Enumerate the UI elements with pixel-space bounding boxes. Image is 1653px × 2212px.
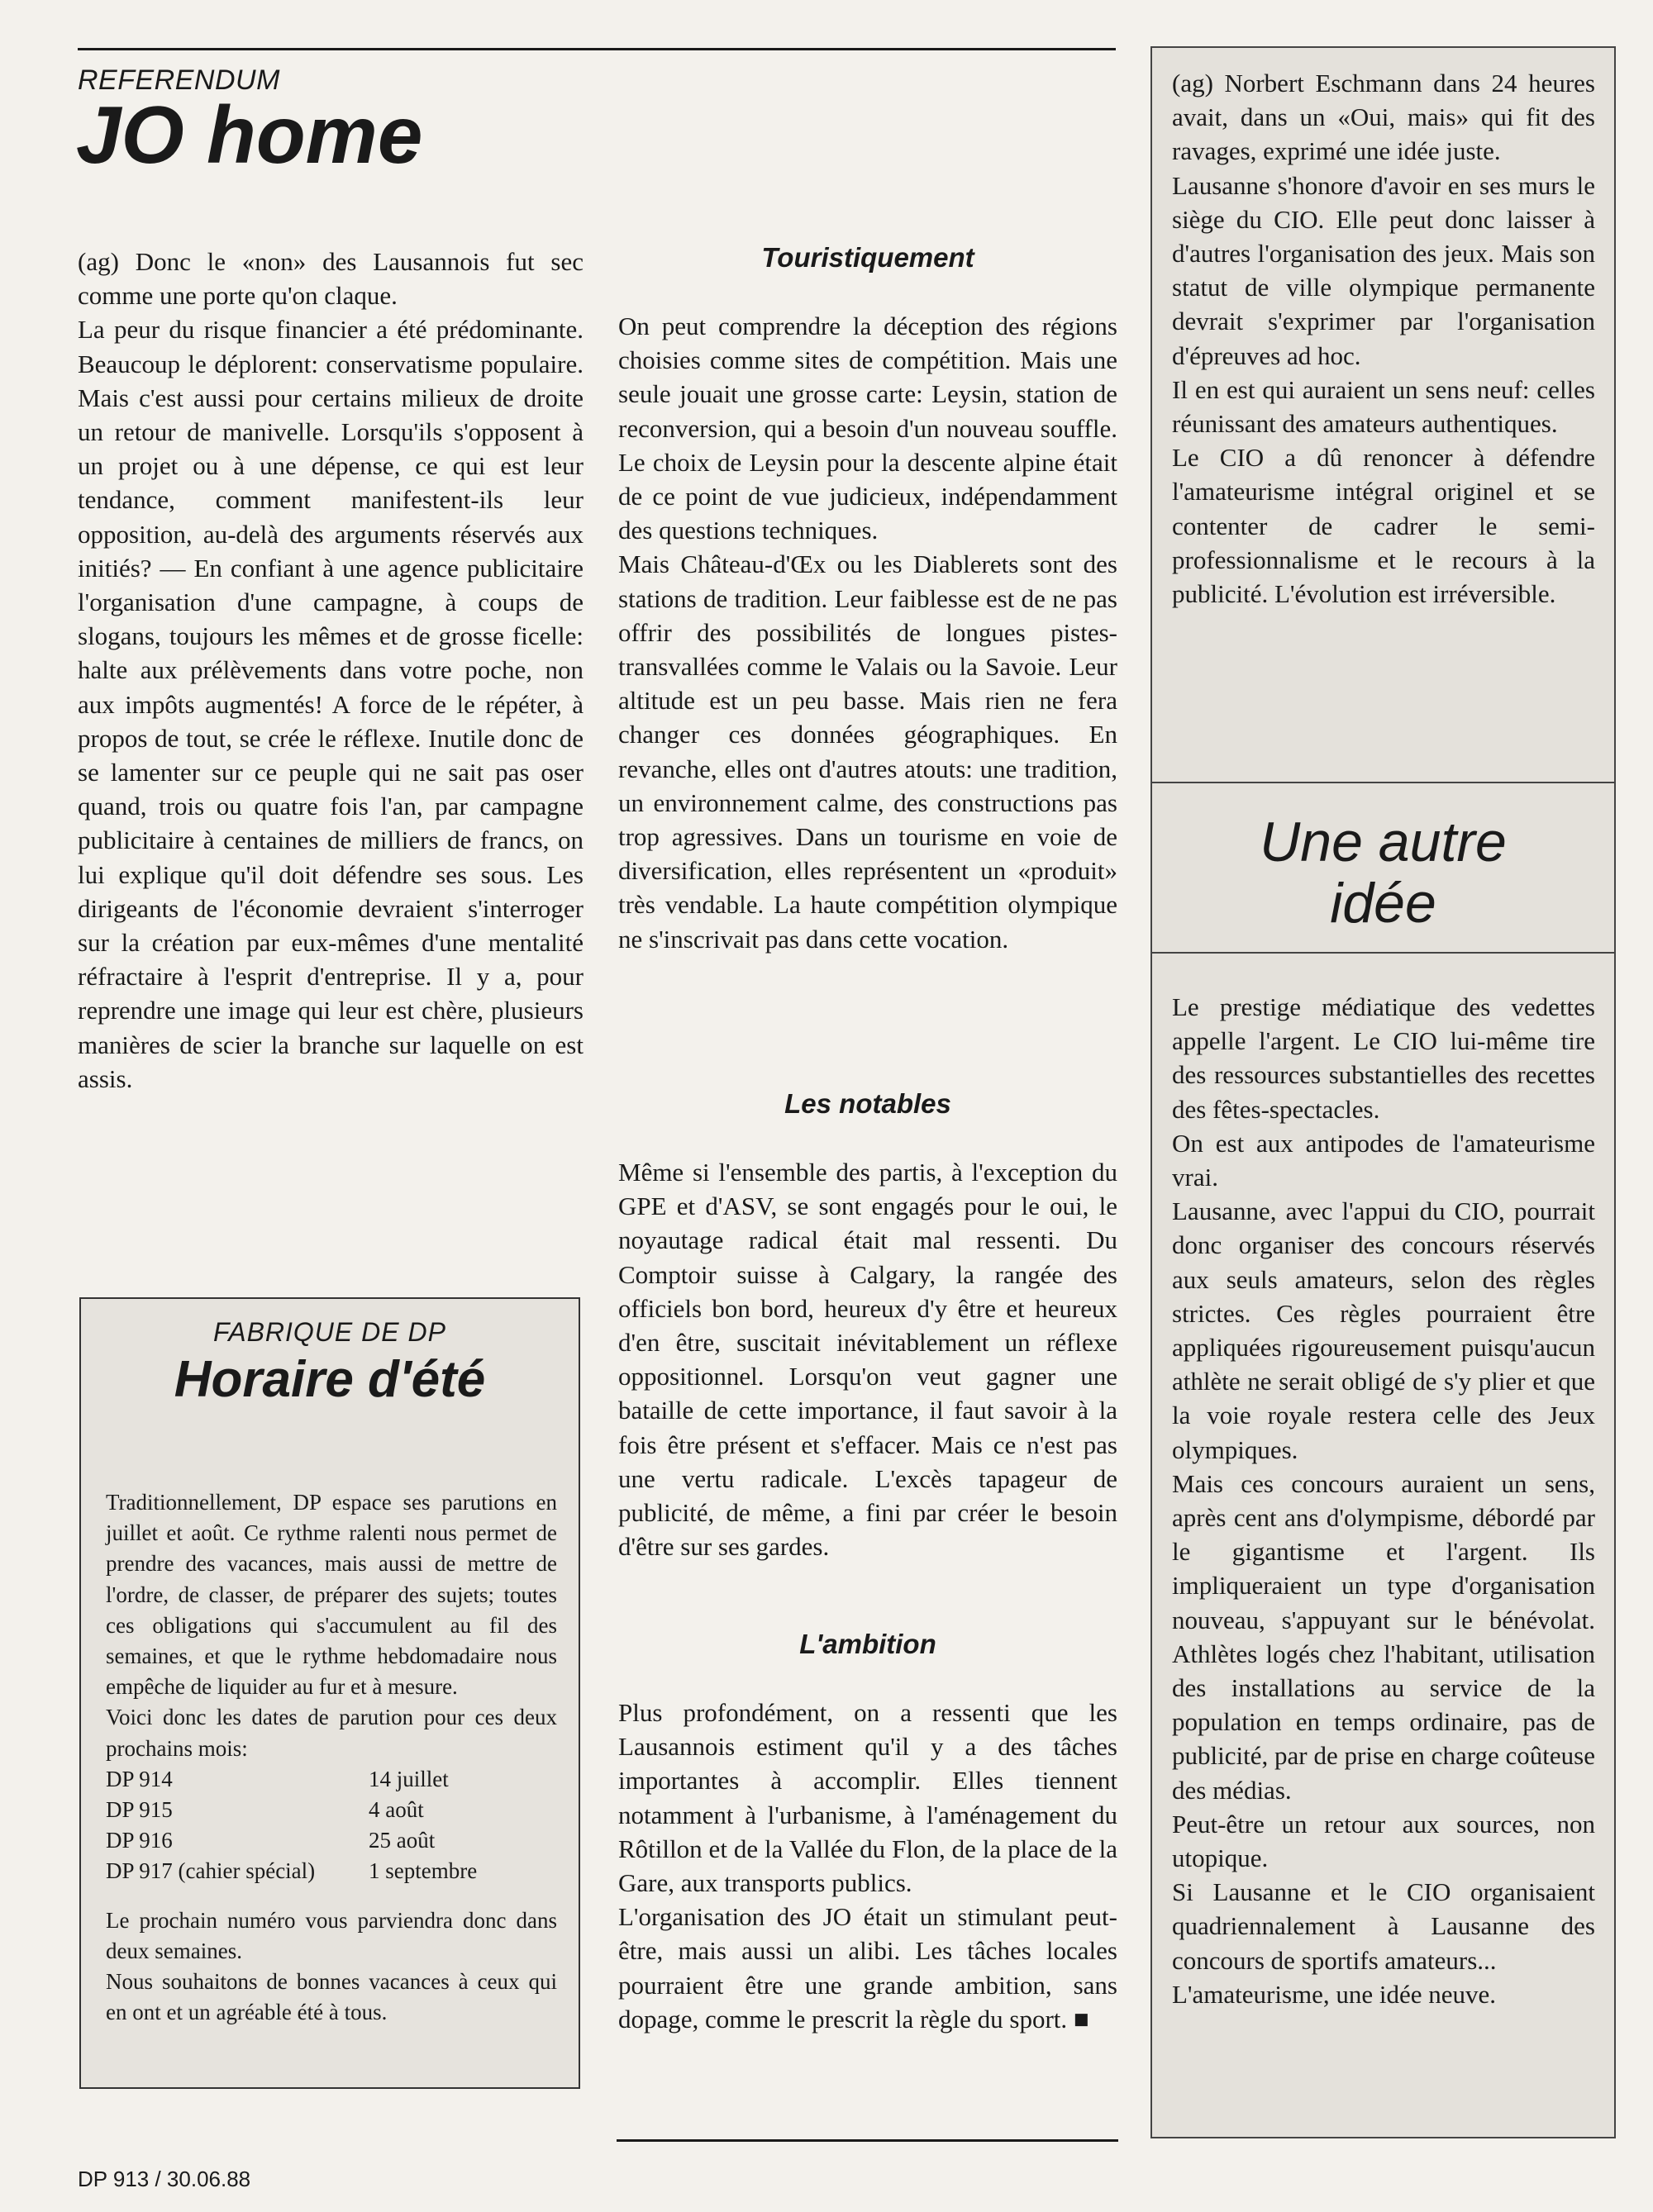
article-paragraph: L'organisation des JO était un stimulant peut-être, mais aussi un alibi. Les tâches locales pourraient être une grande ambition, sans dopage, comme le prescrit la règle du sport. ■ (618, 1902, 1117, 2034)
schedule-row (106, 1856, 557, 1886)
sidebar-bottom-text (1172, 990, 1595, 2011)
bottom-rule (617, 2139, 1118, 2142)
schedule-issue: DP 914 (106, 1766, 173, 1791)
article-column-2a (618, 309, 1117, 956)
fabrique-paragraph: Nous souhaitons de bonnes vacances à ceux qui en ont et un agréable été à tous. (106, 1969, 557, 2025)
fabrique-title: Horaire d'été (174, 1351, 486, 1408)
article-paragraph: Même si l'ensemble des partis, à l'exception du GPE et d'ASV, se sont engagés pour le oui, le noyautage radical était mal ressenti. Du Comptoir suisse à Calgary, la rangée des officiels bon bord, heureux d'y être et heureux d'en être, suscitait inévitablement un réflexe oppositionnel. Lorsqu'on veut gagner une bataille de cette importance, il faut savoir à la fois être présent et s'effacer. Mais ce n'est pas une vertu radicale. L'excès tapageur de publicité, de même, a fini par créer le besoin d'être sur ses gardes. (618, 1158, 1117, 1562)
schedule-date: 1 septembre (369, 1858, 478, 1884)
fabrique-paragraph: Le prochain numéro vous parviendra donc dans deux semaines. (106, 1907, 557, 1963)
article-paragraph: Mais Château-d'Œx ou les Diablerets sont des stations de tradition. Leur faiblesse est de ne pas offrir des possibilités de longues pistes-transvallées comme le Valais ou la Savoie. Leur altitude est un peu basse. Mais rien ne fera changer ces données géographiques. En revanche, elles ont d'autres atouts: une tradition, un environnement calme, des constructions pas trop agressives. Dans un tourisme en voie de diversification, elles représentent un «produit» très vendable. La haute compétition olympique ne s'inscrivait pas dans cette vocation. (618, 549, 1117, 954)
article-column-1 (78, 245, 584, 1096)
article-paragraph: La peur du risque financier a été prédominante. Beaucoup le déplorent: conservatisme populaire. Mais c'est aussi pour certains milieux de droite un retour de manivelle. Lorsqu'ils s'opposent à un projet ou à une dépense, ce qui est leur tendance, comment manifestent-ils leur opposition, au-delà des arguments réservés aux initiés? — En confiant à une agence publicitaire l'organisation d'une campagne, à coups de slogans, toujours les mêmes et de grosse ficelle: halte aux prélèvements dans votre poche, non aux impôts augmentés! A force de le répéter, à propos de tout, se crée le réflexe. Inutile donc de se lamenter sur ce peuple qui ne sait pas oser quand, trois ou quatre fois l'an, par campagne publicitaire à centaines de milliers de francs, on lui explique qu'il doit défendre ses sous. Les dirigeants de l'économie devraient s'interroger sur la création par eux-mêmes d'une mentalité réfractaire à l'esprit d'entreprise. Il y a, pour reprendre une image qui leur est chère, plusieurs manières de scier la branche sur laquelle on est assis. (78, 315, 584, 1093)
article-paragraph: (ag) Donc le «non» des Lausannois fut sec comme une porte qu'on claque. (78, 247, 584, 311)
article-paragraph: Plus profondément, on a ressenti que les Lausannois estiment qu'il y a des tâches importantes à accomplir. Elles tiennent notamment à l'urbanisme, à l'aménagement du Rôtillon et de la Vallée du Flon, de la place de la Gare, aux transports publics. (618, 1698, 1117, 1898)
sidebar-divider (1152, 952, 1614, 954)
page-folio: DP 913 / 30.06.88 (78, 2167, 251, 2191)
fabrique-paragraph: Voici donc les dates de parution pour ces deux prochains mois: (106, 1705, 557, 1761)
schedule-row (106, 1825, 557, 1856)
schedule-date: 4 août (369, 1797, 424, 1823)
schedule-date: 25 août (369, 1828, 436, 1853)
sidebar-top-text (1172, 66, 1595, 611)
sidebar-paragraph: On est aux antipodes de l'amateurisme vrai. (1172, 1128, 1595, 1192)
article-headline: JO home (76, 89, 423, 180)
schedule-issue: DP 917 (cahier spécial) (106, 1858, 316, 1884)
schedule-date: 14 juillet (369, 1766, 449, 1791)
fabrique-paragraph: Traditionnellement, DP espace ses parutions en juillet et août. Ce rythme ralenti nous permet de prendre des vacances, mais aussi de mettre de l'ordre, de classer, de préparer des sujets; toutes ces obligations qui s'accumulent au fil des semaines, et que le rythme hebdomadaire nous empêche de liquider au fur et à mesure. (106, 1490, 557, 1700)
sidebar-box (1150, 46, 1616, 2138)
sidebar-paragraph: Mais ces concours auraient un sens, après cent ans d'olympisme, débordé par le gigantisme et l'argent. Ils impliqueraient un type d'organisation nouveau, s'appuyant sur le bénévolat. Athlètes logés chez l'habitant, utilisation des installations au service de la population en temps ordinaire, pas de publicité, par de prise en charge coûteuse des médias. (1172, 1468, 1595, 1805)
subhead-touristiquement: Touristiquement (761, 242, 974, 273)
subhead-l-ambition: L'ambition (799, 1629, 936, 1659)
sidebar-divider (1152, 782, 1614, 783)
sidebar-paragraph: Il en est qui auraient un sens neuf: celles réunissant des amateurs authentiques. (1172, 374, 1595, 439)
sidebar-paragraph: Si Lausanne et le CIO organisaient quadriennalement à Lausanne des concours de sportifs amateurs... (1172, 1877, 1595, 1975)
sidebar-paragraph: L'amateurisme, une idée neuve. (1172, 1979, 1497, 2009)
schedule-row (106, 1764, 557, 1795)
fabrique-kicker: FABRIQUE DE DP (213, 1317, 446, 1347)
top-rule (78, 48, 1116, 50)
article-column-2c (618, 1696, 1117, 2036)
fabrique-box (79, 1297, 580, 2089)
sidebar-title (1152, 811, 1614, 934)
sidebar-paragraph: (ag) Norbert Eschmann dans 24 heures avait, dans un «Oui, mais» qui fit des ravages, exprimé une idée juste. (1172, 69, 1595, 166)
sidebar-paragraph: Peut-être un retour aux sources, non utopique. (1172, 1809, 1595, 1873)
sidebar-paragraph: Lausanne s'honore d'avoir en ses murs le siège du CIO. Elle peut donc laisser à d'autres l'organisation des jeux. Mais son statut de ville olympique permanente devrait s'exprimer par l'organisation d'épreuves ad hoc. (1172, 170, 1595, 370)
schedule-issue: DP 916 (106, 1828, 173, 1853)
article-kicker: REFERENDUM (78, 64, 280, 96)
schedule-row (106, 1795, 557, 1825)
sidebar-title-line: idée (1330, 872, 1436, 935)
subhead-les-notables: Les notables (784, 1088, 951, 1119)
sidebar-title-line: Une autre (1260, 811, 1507, 873)
sidebar-paragraph: Lausanne, avec l'appui du CIO, pourrait donc organiser des concours réservés aux seuls amateurs, selon des règles strictes. Ces règles pourraient être appliquées rigoureusement puisqu'aucun athlète ne serait obligé de s'y plier et que la voie royale restera celle des Jeux olympiques. (1172, 1196, 1595, 1464)
article-paragraph: On peut comprendre la déception des régions choisies comme sites de compétition. Mais une seule jouait une grosse carte: Leysin, station de reconversion, qui a besoin d'un nouveau souffle. Le choix de Leysin pour la descente alpine était de ce point de vue judicieux, indépendamment des questions techniques. (618, 312, 1117, 545)
sidebar-paragraph: Le CIO a dû renoncer à défendre l'amateurisme intégral originel et se contenter de cadrer le semi-professionnalisme et le recours à la publicité. L'évolution est irréversible. (1172, 443, 1595, 609)
schedule-issue: DP 915 (106, 1797, 173, 1823)
sidebar-paragraph: Le prestige médiatique des vedettes appelle l'argent. Le CIO lui-même tire des ressources substantielles des recettes des fêtes-spectacles. (1172, 992, 1595, 1124)
article-column-2b (618, 1155, 1117, 1563)
fabrique-text (106, 1487, 557, 2028)
